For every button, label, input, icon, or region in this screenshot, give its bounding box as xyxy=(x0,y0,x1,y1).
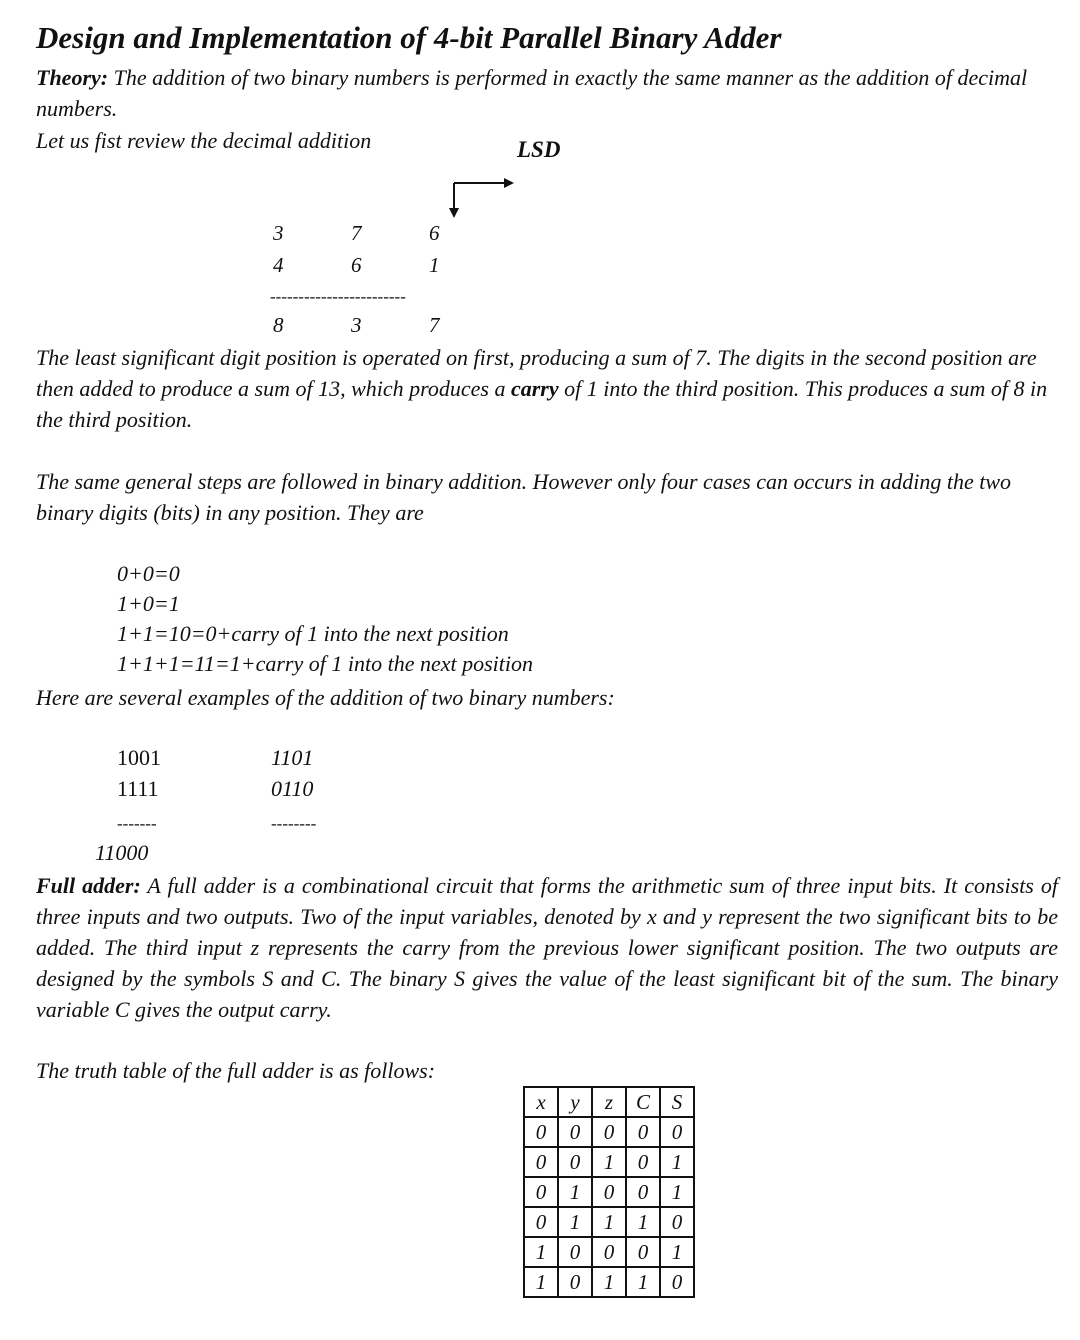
table-cell: 0 xyxy=(558,1267,592,1297)
table-cell: 0 xyxy=(626,1147,660,1177)
decimal-sum-digit: 7 xyxy=(429,313,440,337)
lsd-arrow-icon xyxy=(440,168,520,220)
decimal-digit: 7 xyxy=(351,221,362,245)
decimal-digit: 3 xyxy=(273,221,284,245)
table-cell: 0 xyxy=(660,1267,694,1297)
decimal-sum-digit: 8 xyxy=(273,313,284,337)
carry-word: carry xyxy=(510,376,559,401)
decimal-sum-digit: 3 xyxy=(351,313,362,337)
table-row xyxy=(524,1237,694,1267)
header-cell: y xyxy=(558,1087,592,1117)
table-cell: 0 xyxy=(592,1237,626,1267)
table-row xyxy=(524,1207,694,1237)
truth-table-intro: The truth table of the full adder is as follows: xyxy=(36,1058,436,1083)
truth-table xyxy=(523,1086,695,1298)
decimal-digit: 6 xyxy=(429,221,440,245)
lsd-label: LSD xyxy=(517,137,561,162)
example2-operand: 1101 xyxy=(271,745,314,770)
table-cell: 0 xyxy=(626,1177,660,1207)
table-cell: 0 xyxy=(660,1117,694,1147)
table-cell: 1 xyxy=(592,1267,626,1297)
example1-separator: ------- xyxy=(117,814,157,833)
example2-operand: 0110 xyxy=(271,776,314,801)
table-cell: 1 xyxy=(626,1267,660,1297)
header-cell: S xyxy=(660,1087,694,1117)
theory-text: The addition of two binary numbers is performed in exactly the same manner as the addition of decimal numbers. xyxy=(36,65,1028,121)
table-cell: 1 xyxy=(660,1177,694,1207)
table-cell: 0 xyxy=(524,1177,558,1207)
table-cell: 1 xyxy=(592,1147,626,1177)
table-row xyxy=(524,1177,694,1207)
table-cell: 1 xyxy=(558,1177,592,1207)
decimal-digit: 1 xyxy=(429,253,440,277)
explanation-text: of 1 into the third position. This produces a sum of 8 in the third position. xyxy=(36,376,1048,432)
binary-rule: 1+1=10=0+carry of 1 into the next position xyxy=(117,621,509,646)
table-row xyxy=(524,1147,694,1177)
binary-rule: 1+1+1=11=1+carry of 1 into the next position xyxy=(117,651,534,676)
table-cell: 1 xyxy=(660,1237,694,1267)
example1-operand: 1111 xyxy=(117,776,159,801)
table-cell: 0 xyxy=(558,1117,592,1147)
table-cell: 1 xyxy=(558,1207,592,1237)
table-cell: 1 xyxy=(660,1147,694,1177)
table-cell: 0 xyxy=(558,1147,592,1177)
table-row xyxy=(524,1267,694,1297)
table-cell: 0 xyxy=(524,1117,558,1147)
binary-intro: The same general steps are followed in binary addition. However only four cases can occurs in adding the two binary digits (bits) in any position. They are xyxy=(36,469,1012,525)
decimal-digit: 6 xyxy=(351,253,362,277)
table-cell: 0 xyxy=(592,1177,626,1207)
table-row xyxy=(524,1117,694,1147)
page-title: Design and Implementation of 4-bit Parallel Binary Adder xyxy=(36,20,782,55)
table-cell: 0 xyxy=(524,1207,558,1237)
table-cell: 0 xyxy=(626,1117,660,1147)
table-cell: 0 xyxy=(558,1237,592,1267)
table-cell: 0 xyxy=(660,1207,694,1237)
table-cell: 1 xyxy=(524,1267,558,1297)
table-cell: 1 xyxy=(592,1207,626,1237)
theory-label: Theory: xyxy=(36,65,109,90)
decimal-explanation xyxy=(36,342,1058,435)
table-cell: 0 xyxy=(626,1237,660,1267)
decimal-digit: 4 xyxy=(273,253,284,277)
example-result: 11000 xyxy=(95,840,149,865)
binary-rule: 0+0=0 xyxy=(117,561,180,586)
full-adder-label: Full adder: xyxy=(36,873,141,898)
binary-rule: 1+0=1 xyxy=(117,591,180,616)
theory-paragraph xyxy=(36,62,1058,124)
truth-table-header xyxy=(524,1087,694,1117)
decimal-separator: ------------------------ xyxy=(270,287,406,306)
table-cell: 0 xyxy=(524,1147,558,1177)
explanation-text: The least significant digit position is operated on first, producing a sum of 7. The digits in the second position are then added to produce a sum of 13, which produces a xyxy=(36,345,1037,401)
table-cell: 1 xyxy=(524,1237,558,1267)
header-cell: C xyxy=(626,1087,660,1117)
table-cell: 0 xyxy=(592,1117,626,1147)
table-cell: 1 xyxy=(626,1207,660,1237)
review-line: Let us fist review the decimal addition xyxy=(36,128,372,153)
examples-intro: Here are several examples of the addition of two binary numbers: xyxy=(36,685,615,710)
example1-operand: 1001 xyxy=(117,745,161,770)
full-adder-text: A full adder is a combinational circuit that forms the arithmetic sum of three input bits. It consists of three inputs and two outputs. Two of the input variables, denoted by x and y represent the two significant bits to be added. The third input z represents the carry from the previous lower significant position. The two outputs are designed by the symbols S and C. The binary S gives the value of the least significant bit of the sum. The binary variable C gives the output carry. xyxy=(36,873,1058,1022)
example2-separator: -------- xyxy=(271,814,317,833)
full-adder-paragraph xyxy=(36,870,1058,1025)
header-cell: x xyxy=(524,1087,558,1117)
header-cell: z xyxy=(592,1087,626,1117)
